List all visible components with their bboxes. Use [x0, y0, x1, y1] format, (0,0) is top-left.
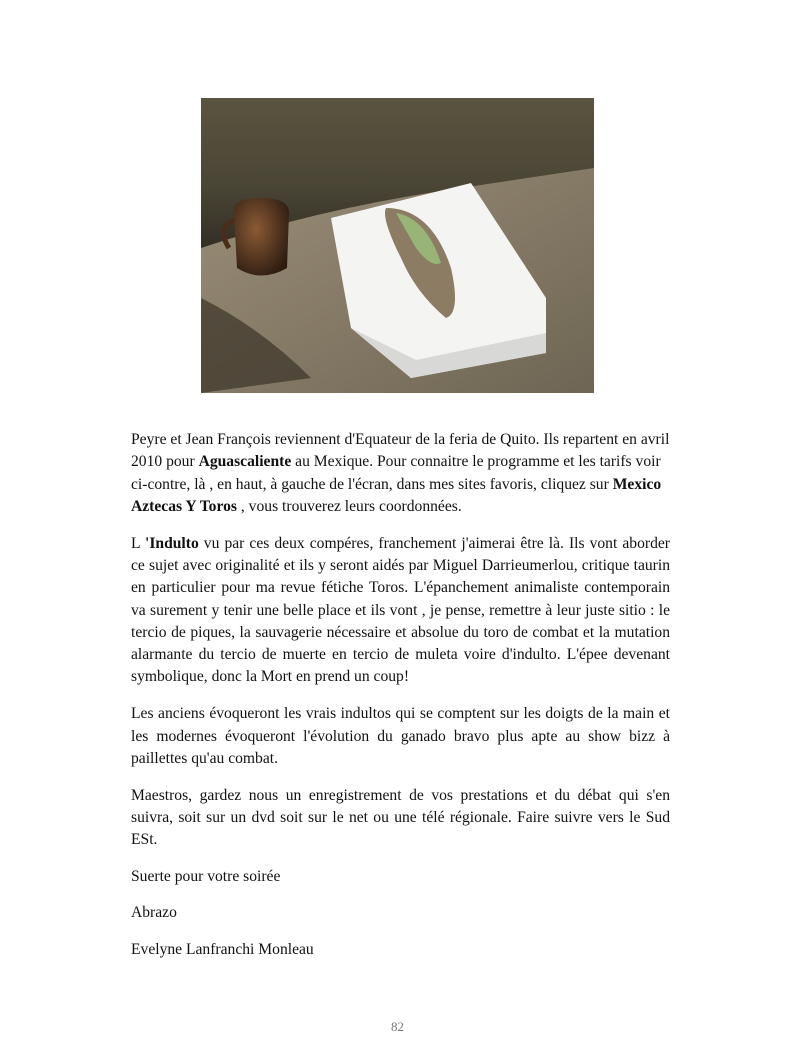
paragraph: [131, 785, 670, 852]
photo-mug-and-taco: [201, 98, 594, 393]
text-run: au Mexique. Pour connaitre le programme et les tarifs voir ci-contre, là , en haut, à gauche de l'écran, dans mes sites favoris, cliquez sur: [131, 453, 661, 493]
bold-text: 'Indulto: [145, 534, 199, 552]
text-run: L: [131, 534, 145, 552]
bold-text: Aguascaliente: [198, 453, 292, 471]
text-run: Maestros, gardez nous un enregistrement de vos prestations et du débat qui s'en suivra, soit sur un dvd soit sur le net ou une télé régionale. Faire suivre vers le Sud ESt.: [131, 786, 670, 849]
paragraph: [131, 533, 670, 689]
paragraph: [131, 703, 670, 770]
bold-text: Mexico Aztecas Y Toros: [131, 475, 662, 515]
text-run: vu par ces deux compéres, franchement j'aimerai être là. Ils vont aborder ce sujet avec originalité et ils y seront aidés par Miguel Darrieumerlou, critique taurin en particulier pour ma revue fétiche Toros. L'épanchement animaliste contemporain va surement y tenir une belle place et ils vont , je pense, remettre à leur juste sitio : le tercio de piques, la sauvagerie nécessaire et absolue du toro de combat et la mutation alarmante du tercio de muerte en tercio de muleta voire d'indulto. L'épee devenant symbolique, donc la Mort en prend un coup!: [131, 534, 670, 686]
closing-line: Abrazo: [131, 904, 177, 922]
page-number: 82: [391, 1019, 404, 1034]
closing-line: Suerte pour votre soirée: [131, 868, 281, 886]
article-body: [131, 429, 670, 975]
text-run: , vous trouverez leurs coordonnées.: [236, 497, 462, 515]
paragraph: [131, 429, 670, 518]
signature: Evelyne Lanfranchi Monleau: [131, 940, 314, 958]
text-run: Les anciens évoqueront les vrais indultos qui se comptent sur les doigts de la main et les modernes évoqueront l'évolution du ganado bravo plus apte au show bizz à paillettes qu'au combat.: [131, 705, 670, 767]
text-run: Peyre et Jean François reviennent d'Equateur de la feria de Quito. Ils repartent en avril 2010 pour: [131, 431, 670, 471]
